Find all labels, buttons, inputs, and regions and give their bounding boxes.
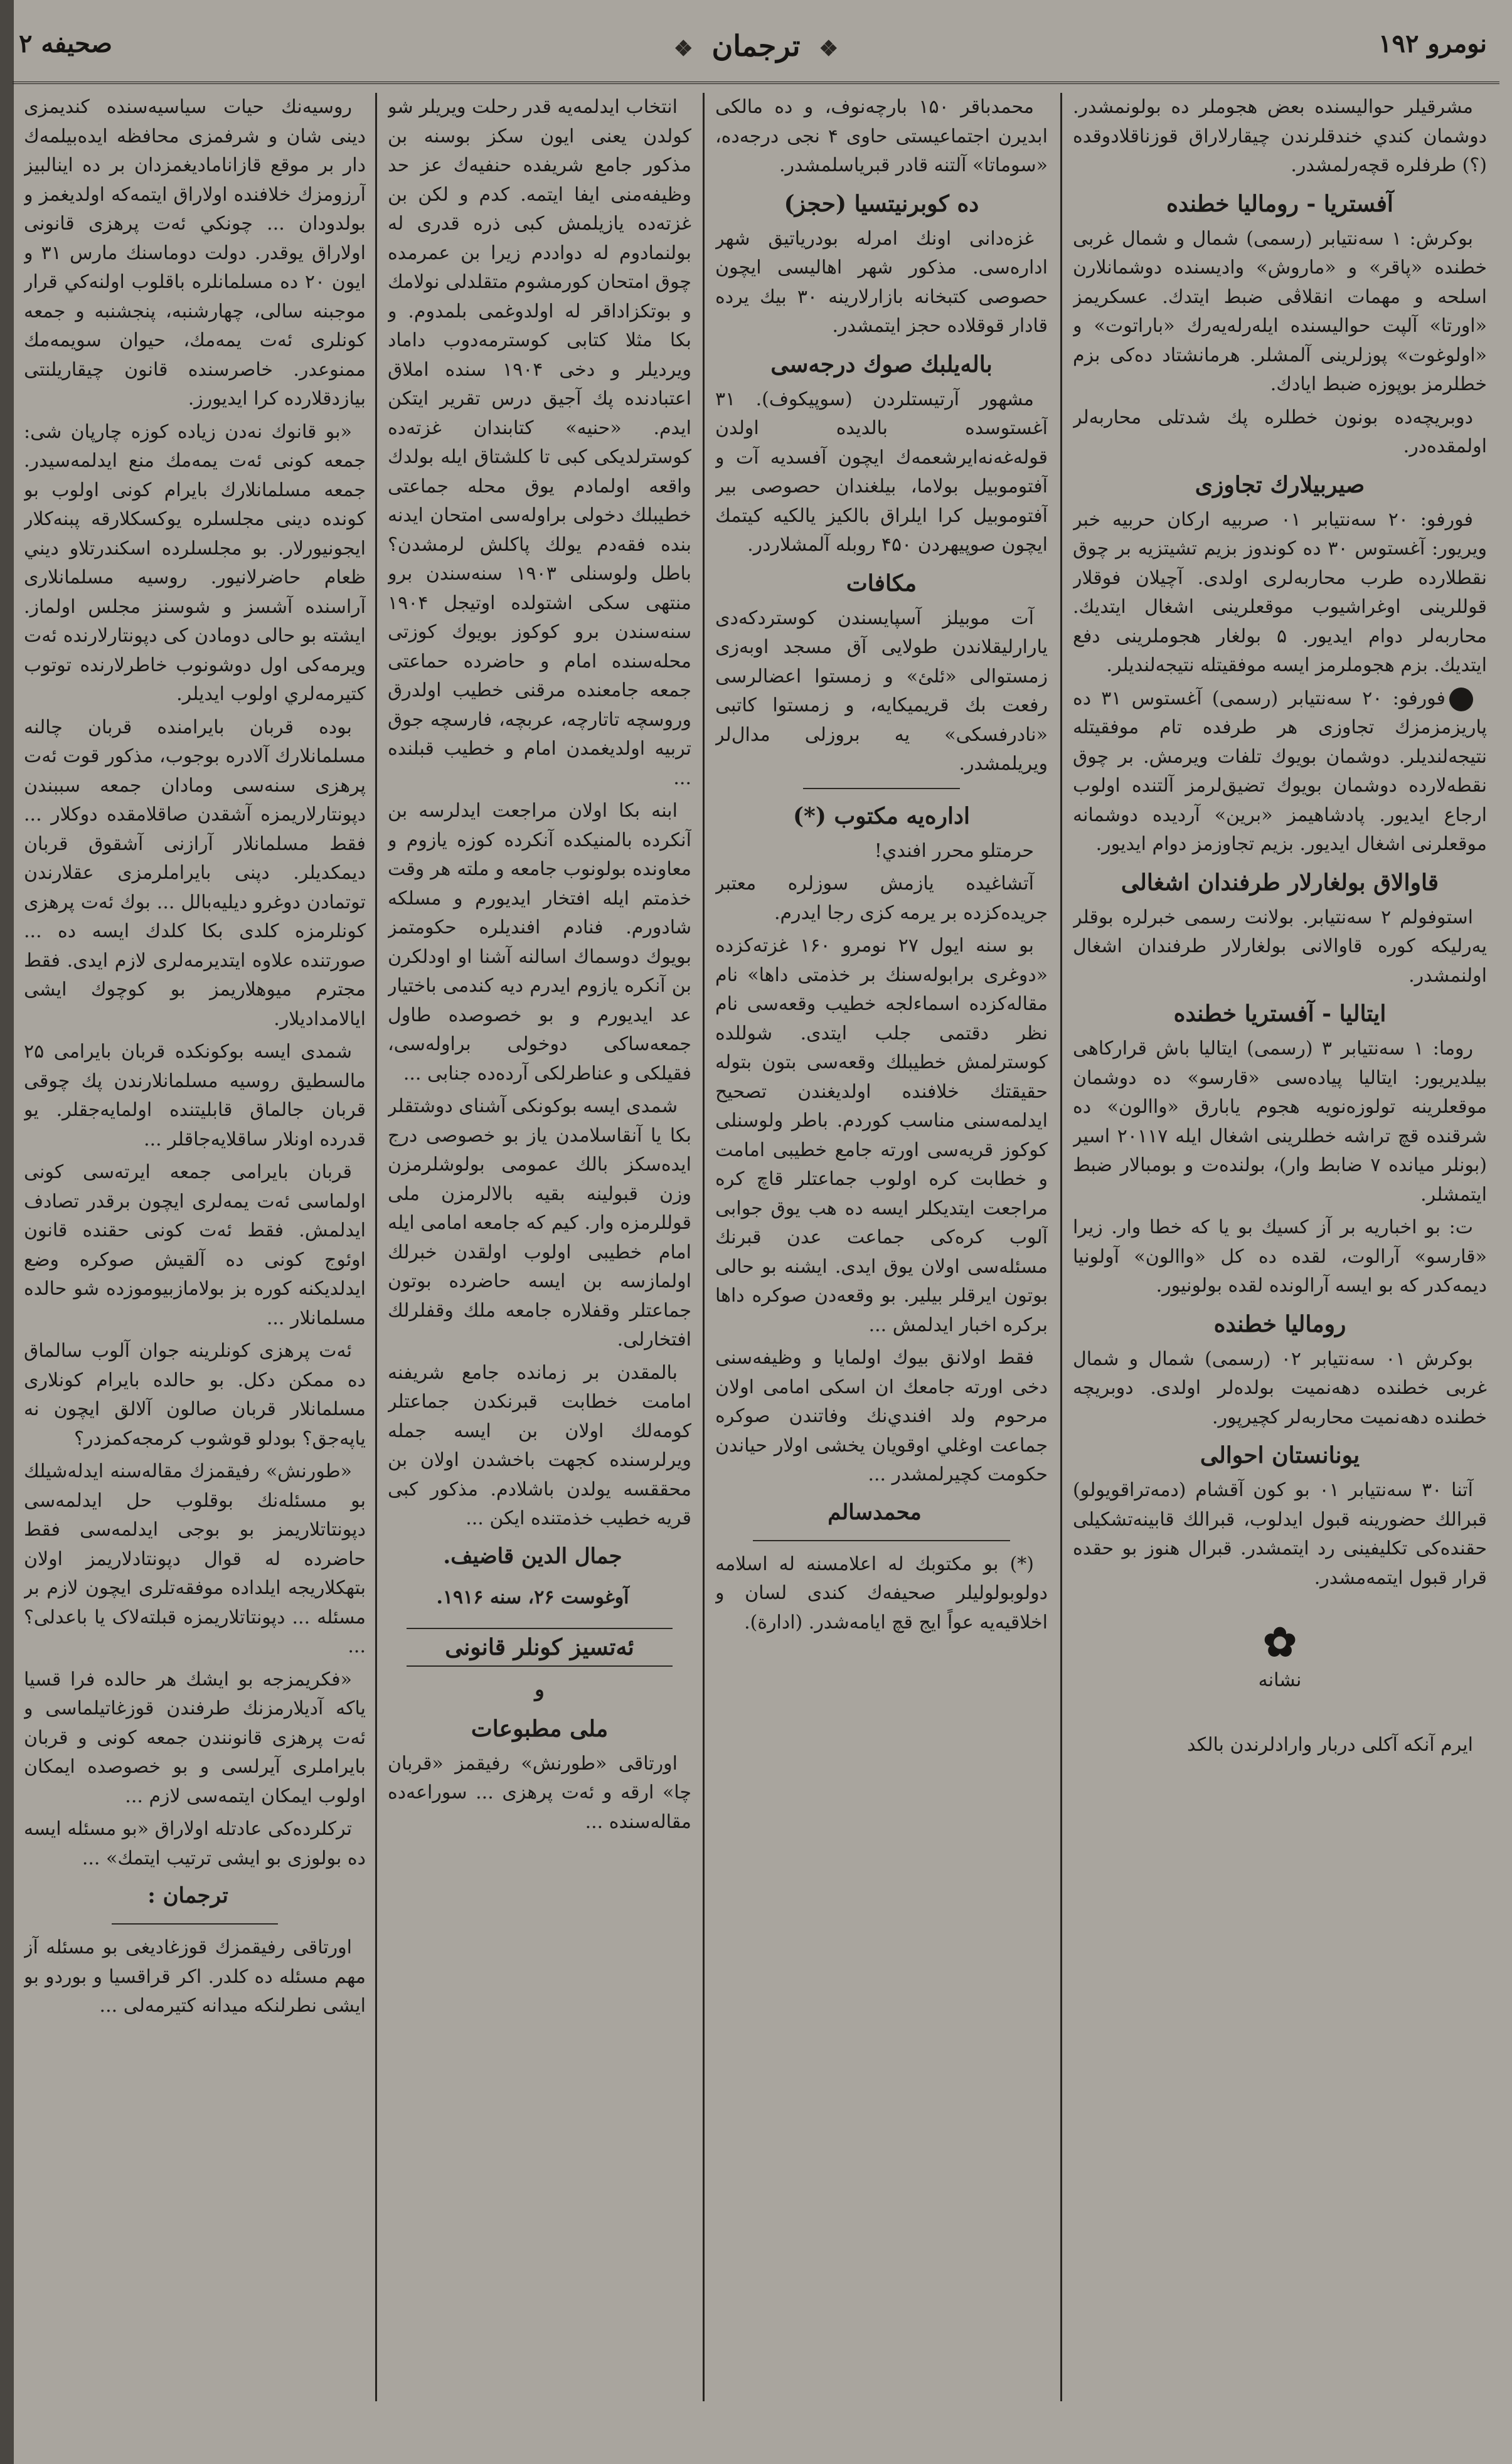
paragraph: بوده قربان بايرامنده قربان چالنه مسلمانلارك آلادره بوجوب، مذكور قوت ئه‌ت پرهزی سنه‌سی ومادان جمعه سببندن دپونتارلاريمزه آشقدن صاقلامقده دوكلار ... فقط مسلمانلار آرازنی آشقوق قربان ديمكديلر. دپنی بايراملرمزی عقلارندن توتمادن دوغرو ديليه‌بالل ... بوك ئه‌ت پرهزی كونلرمزه كلدی بكا كلدك ايسه ده ... صورتنده علاوه ايتديرمه‌لری لازم ايدی. فقط مجترم ميوهلاريمز بو كوچوك ايشی ايالامداديلار. xyxy=(24,716,366,1030)
paragraph: «بو قانوك نه‌دن زياده كوزه چارپان شی: جمعه كونی ئه‌ت يمه‌مك منع ايدلمه‌سيدر. جمعه مسلمانلارك بايرام كونی اولوب بو كونده دينی مجلسلره يوكسكلارقه پبنه‌كلار ايجونيورلار. بو مجلسلرده اسكندرتلاو ديني ظعام حاضرلانيور. روسيه مسلمانلاری آراسنده آشسز و شوسنز مجلس اولماز. ايشته بو حالی دومادن كی دپونتارلارنده ئه‌ت ويرمه‌كی اول دوشونوب خاطرلارنده توتوب كتيرمه‌لري اولوب ايديلر. xyxy=(24,420,366,705)
paragraph: «فكريمزجه بو ايشك هر حالده فرا قسيا ياكه آديلارمزنك طرفندن قوزغاتيلماسی و ئه‌ت پرهزی قانونندن جمعه كونی و قربان بايراملری آيرلسی و بو خصوصده ايمكان اولوب ايمكان ايتمه‌سی لازم ... xyxy=(24,1668,366,1807)
section-heading: ئه‌تسيز كونلر قانونی xyxy=(407,1628,673,1667)
paragraph: بو سنه ايول ۲۷ نومرو ۱۶۰ غزته‌كزده «دوغرى برابوله‌سنك بر خذمتی داها» نام مقاله‌كزده اسماءلجه خطيب وقعه‌سی نام نظر دقتمی جلب ايتدی. شوللده كوسترلمش خطيبلك وقعه‌سی بتون بتوله حقيقتك خلافنده اولديغندن تصحيح ايدلمه‌سنی مناسب كوردم. باطر ولوسنلی كوكوز قريه‌سی اورته جامع خطيبی امامت و خطابت كره اولوب جماعتلر قاچ كره مراجعت ايتديكلر ايسه‌ ده هب يوق جوابی آلوب كره‌كی جماعت عدن قبرنك مسئله‌سی اولان يوق ايدی. ايشنه بو حالی بوتون ايرقلر بيلير. بو وقعه‌دن صوكره داها بركره اخبار ايدلمش ... xyxy=(715,935,1048,1336)
paragraph: ئه‌ت پرهزی كونلرينه جوان آلوب سالماق ده ممكن دكل. بو حالده بايرام كونلاری مسلمانلار قربان صالون آلالق ايچون نه ياپه‌جق؟ بودلو قوشوب كرمجه‌كمزدر؟ xyxy=(24,1340,366,1450)
paragraph: بالمقدن بر زمانده جامع شريفنه امامت خطابت قبرنكدن جماعتلر كومه‌لك اولان بن ايسه جمله ويرلرسنده كجهت باخشدن اولان بن محققسه يولدن باشلادم. مذكور كبی قريه خطيب خذمتنده ايكن ... xyxy=(388,1361,691,1529)
section-heading: قاوالاق بولغارلار طرفندان اشغالی xyxy=(1121,869,1439,896)
ornament-icon: ❖ xyxy=(673,36,693,61)
column-divider xyxy=(1060,93,1062,2401)
paragraph: روسيه‌نك حيات سياسيه‌سنده كنديمزی دينی شان و شرفمزی محافظه ايده‌بيلمه‌ك دار بر موقع قازاناماديغمزدان بر ده اينالبيز آرزومزك خلافنده اولاراق ايتمه‌كه اولديغمز و بولدودان ... چونكي ئه‌ت پرهزی قانونی اولاراق يوقدر. دولت دوماسنك مارس ۳۱ و ايون ۲۰ ده مسلمانلره باقلوب اولنه‌كي قرار موجبنه سالی، چهارشنبه، پنجشنبه و جمعه كونلری ئه‌ت يمه‌مك، حيوان سويمه‌مك ممنوعدر. خاصرسنده قانون چيقاريلنتی بيازدقلارده كرا ايديورز. xyxy=(24,96,366,410)
paragraph: آتشاغيده يازمش سوزلره معتبر جريده‌كزده بر يرمه كزی رجا ايدرم. xyxy=(715,873,1048,924)
paragraph: مشهور آرتيستلردن (سوپيكوف). ۳۱ آغستوسده بالديده اولدن قوله‌غه‌نه‌اير‌شعمه‌ك ايچون آفسديه آت و آفتوموبيل بولاما، بيلغندان حصوصی بير آفتوموبيل كرا ايلراق بالكيز يالكيه كيتمك ايچون صوپيهردن ۴۵۰ روبله آلمشلاردر. xyxy=(715,388,1048,556)
section-heading: ايتاليا - آفستريا خطنده xyxy=(1173,1001,1387,1027)
signature-label: نشانه xyxy=(1258,1669,1302,1691)
paragraph: ابنه بكا اولان مراجعت ايدلرسه بن آنكرده بالمنيكده آنكرده كوزه يازوم و معاونده بولونوب جامعه و ملته هر وقت خذمتم ايله افتخار ايديورم و مسلكه شادورم. فنادم افنديلره حكومتمز بويوك دوسماك اسالنه آشنا او اودلكرن بن آنكره يازوم ايدرم ديه كندمی باختيار عد ايديورم و بو خصوصده طاول جمعه‌ساكی دوخولی براوله‌سی، فقيلكی و عناطرلكی آرده‌ده جنابی ... xyxy=(388,800,691,1085)
paragraph: شمدی ايسه بوكونكده قربان بايرامی ۲۵ مالسطيق روسيه مسلمانلارندن پك چوقی قربان جالماق قابلیتنده اولمايه‌جقلر. يو قدرده اونلار ساقلايه‌جاقلر ... xyxy=(24,1041,366,1150)
paragraph: فورفو: ۲۰ سه‌نتيابر ۰۱ صربيه اركان حربيه خبر ويريور: آغستوس ۳۰ ده كوندوز بزيم تشيتزيه بر چوق نقطلارده طرب محاربه‌لری اولدی. آچيلان فوقلار قوللرينى اوغراشيوب موقعلرينى اشغال ايتديك. محاربه‌لر دوام ايديور. ۵ بولغار هجوملرينى دفع ايتديك. بزم هجوملرمز ايسه موفقيتله نتيجه‌لنديلر. xyxy=(1073,508,1487,676)
section-heading: ده كوبرنيتسيا (حجز) xyxy=(784,190,979,217)
paragraph: اورتاقی «طورنش» رفيقمز «قربان چا» ارقه و ئه‌ت پرهزی ... سوراعه‌ده مقاله‌سنده ... xyxy=(388,1752,691,1833)
seal-mark-icon: ✿ xyxy=(1263,1619,1297,1666)
column-divider xyxy=(703,93,705,2401)
paragraph: فقط اولانق بيوك اولمايا و وظيفه‌سنی دخی اورته جامعك ان اسكی امامی اولان مرحوم ولد افندي‌نك وفاتندن صوكره جماعت اوغلي اوقويان يخشی اولار حياندن حكومت كچيرلمشدر ... xyxy=(715,1347,1048,1485)
section-heading: آفستريا - روماليا خطنده xyxy=(1166,190,1393,217)
paragraph: آت موبيلز آسپايسندن كوستردكه‌دی يارارليقلاندن طولايی آق مسجد اوبه‌زی زمستوالی «ئلئ» و زمستوا اعضالرسی رفعت بك قريميكايه، و زمستوا كاتبی «نادرفسكی» يه بروزلی مدال‌لر ويريلمشدر. xyxy=(715,607,1048,775)
section-heading: روماليا خطنده xyxy=(1213,1310,1346,1337)
paragraph: اورتاقی رفيقمزك قوزغاديغی بو مسئله آز مهم مسئله ده كلدر. اكر قراقسيا و بوردو بو ايشی نطرلنكه ميدانه كتيرمه‌لی ... xyxy=(24,1936,366,2017)
footer-line: ايرم آنكه آكلی دربار وارادلرندن بالكد xyxy=(1187,1734,1473,1756)
footnote: (*) بو مكتوبك له اعلامسنه له اسلامه دولوبولوليلر صحيفه‌ك كندی لسان و اخلاقيه‌يه عواً ايج قچ ايامه‌شدر. (ادارة). xyxy=(715,1553,1048,1633)
section-heading: باله‌يلبك صوك درجه‌سی xyxy=(770,351,993,378)
paragraph: «طورنش» رفيقمزك مقاله‌سنه ايدله‌شيلك بو مسئله‌نك بوقلوب حل ايدلمه‌سی دپونتاتلاريمز بو بوجی ايدلمه‌سی فقط حاضرده له قوال دپونتادلاريمز اولان بتهكلاريجه ايلداده موفقه‌تلری ايچون لازم بر مسئله ... دپونتاتلاريمزه قبلته‌لاک يا باعدلی؟ ... xyxy=(24,1460,366,1657)
page-number: صحيفه ۲ xyxy=(19,29,112,58)
paragraph: مشرقيلر حواليسنده بعض هجوملر ده بولونمشدر. دوشمان كندي خندقلرندن چيقارلاراق قوزناقلادوقده (؟) طرفلره قچه‌رلمشدر. xyxy=(1073,96,1487,176)
paragraph: انتخاب ايدلمه‌يه قدر رحلت ويريلر شو كولدن يعنی ايون سكز بوسنه بن مذكور جامع شريفده حنفيه‌ك عز حد وظيفه‌منی ايفا ايتمه. كدم و لكن بن غزته‌ده يازيلمش كبی ذره قدری له بولنمادوم له دواددم زيرا بن عمرمده چوق امتحان كورمشوم متقلدلی نولامك و بوتكزاداقر له اولدوغمی بلمدوم. و بكا مثلا كتابی كوسترمه‌دوب داماد ويرديلر و دخی ۱۹۰۴ سنده املاق اعتبادنده پك آجيق درس تقرير ايتكن ايدم. «حنيه» كتابندان غزته‌ده كوسترلديكی كبی تا كلشتاق ايله بولدك واقعه اولمادم يوق محله جماعتی خطيبلك دخولی براوله‌سی امتحان ايدنه بنده فقه‌دم يولك پاكلش لرمشدن؟ باطل ولوسنلی ۱۹۰۳ سنه‌سندن برو منتهی سكی اشتولده اوتيجل ۱۹۰۴ سنه‌سندن برو كوكوز بويوك كوزتی محله‌سنده امام و حاضرده حماعتی جمعه جامعنده مرقنی خطيب اولدرق وروسچه تاتارچه، عربچه، فارسچه جوق تربيه اولديغمدن امام و خطيب قبلنده ... xyxy=(388,96,691,789)
section-heading: يونانستان احوالی xyxy=(1200,1442,1360,1468)
page-header xyxy=(13,18,1499,74)
paragraph: روما: ۱ سه‌نتيابر ۳ (رسمی) ايتاليا باش قراركاهی بيلديريور: ايتاليا پياده‌سی «قارسو» ده دوشمان موقعلرينه تولوزه‌نويه هجوم يابارق «واالون» ده شرقنده قچ تراشه خطلرينى اشغال ايله ۲۰۱۱۷ اسير (بونلر ميانده ۷ ضابط وار)، بولنده‌ت و بومبالار ضبط ايتمشلر. xyxy=(1073,1038,1487,1206)
heading-conjunction: و xyxy=(535,1677,545,1701)
letter-date: آوغوست ۲۶، سنه ۱۹۱۶. xyxy=(436,1586,629,1608)
paragraph xyxy=(1073,684,1487,859)
divider xyxy=(753,1540,1010,1541)
paragraph: بوكرش ۰۱ سه‌نتيابر ۰۲ (رسمی) شمال و شمال غربی خطنده دهه‌نميت بولده‌لر اولدی. دوبريچه خطنده دهه‌نميت محاربه‌لر كچيرپور. xyxy=(1073,1347,1487,1428)
paragraph: حرمتلو محرر افندي! xyxy=(874,839,1034,862)
paragraph: محمدباقر ۱۵۰ بارچه‌نوف، و ده مالكی ابديرن اجتماعيستی حاوی ۴ نجی درجه‌ده، «سوماتا» آلتنه قادر قبرياسلمشدر. xyxy=(715,96,1048,176)
signature-block xyxy=(1211,1618,1349,1693)
page-edge-shadow xyxy=(0,0,14,2464)
editorial-signature: ترجمان : xyxy=(147,1883,228,1908)
column-local-news xyxy=(715,93,1048,2389)
section-heading: صيربيلارك تجاوزی xyxy=(1195,471,1365,498)
paragraph: غزه‌دانى اونك امرله بودرياتيق شهر اداره‌سی. مذكور شهر اهالیسی ايچون حصوصی كتبخانه بازارلارينه ۳۰ بيك يرده قادار قوقلاده حجز ايتمشدر. xyxy=(715,227,1048,337)
ink-blot-icon xyxy=(1449,688,1473,711)
section-heading: اداره‌يه مكتوب (*) xyxy=(792,802,971,829)
divider xyxy=(803,788,960,789)
paragraph: بوكرش: ۱ سه‌نتيابر (رسمی) شمال و شمال غربی خطنده «پاقر» و «ماروش» واديسنده دوشمانلارن اسلحه و مهمات انقلاڤى ضبط ايتدك. عسكريمز «اورتا» آلپت حواليسنده ايله‌رله‌يه‌رك «باراتوت» و «اولوغوت» پوزلرينى آلمشلر. هرمانشتاد ده‌كى بزم خطلرمز بوپوزه ضبط ايادك. xyxy=(1073,227,1487,395)
letter-signature: محمدسالم xyxy=(828,1499,922,1525)
header-rule xyxy=(13,82,1499,84)
column-news-telegrams xyxy=(1073,93,1487,2389)
section-heading: ملی مطبوعات xyxy=(471,1715,609,1742)
divider xyxy=(112,1923,278,1925)
column-editorial xyxy=(24,93,366,2389)
masthead xyxy=(665,29,847,63)
paragraph: تركلرده‌كی عادتله اولاراق «بو مسئله ايسه ده بولوزی بو ايشی ترتيب ايتمك» ... xyxy=(24,1818,366,1869)
paragraph: آتنا ۳۰ سه‌نتيابر ۰۱ بو كون آقشام (دمه‌تراقويولو) قبرالك حضورينه قبول ايدلوب، قبرالك قابينه‌تشكيلی حقنده‌كی تكليفينى رد ايتمشدر. قبرال هنوز بو حقده قرار قبول ايتمه‌مشدر. xyxy=(1073,1479,1487,1589)
paragraph: قربان بايرامی جمعه ايرته‌سی كونی اولماسی ئه‌ت يمه‌لری ايچون برقدر تصادف ايدلمش. فقط ئه‌ت كونی حقنده قانون اوئوج كونی ده آلقيش صوكره وضع ايدلديكنه كوره بز بولامازبيوموزده شو حالده مسلمانلار ... xyxy=(24,1161,366,1329)
paragraph: استوفولم ۲ سه‌نتيابر. بولانت رسمی خبرلره بوقلر يه‌رليكه كوره قاوالانی بولغارلار طرفندان اشغال اولنمشدر. xyxy=(1073,906,1487,987)
ornament-icon: ❖ xyxy=(819,36,839,61)
paper-name: ترجمان xyxy=(711,29,801,63)
paragraph: دوبريچه‌ده بونون خطلره پك شدتلى محاربه‌لر اولمقده‌در. xyxy=(1073,406,1487,457)
section-heading: مكافات xyxy=(846,570,917,597)
column-divider xyxy=(375,93,377,2401)
author-signature: جمال الدين قاضيف. xyxy=(443,1543,622,1569)
paragraph-text: فورفو: ۲۰ سه‌نتيابر (رسمی) آغستوس ۳۱ ده پاريزمزمزك تجاوزی هر طرفده تام موفقيتله نتيجه‌لنديلر. دوشمان بويوك تلفات ويرمش. بر چوق نقطه‌لارده دوشمان بويوك تضيق‌لرمز آلتنده اولوب ارجاع ايديور. پادشاهيمز «برين» آرديده دوشمانه موقعلرنى اشغال ايديور. بزيم تجاوزمز دوام ايديور. xyxy=(1073,687,1487,855)
paragraph: شمدی ايسه بوكونكی آشنای دوشتقلر بكا يا آنقاسلامدن ياز بو خصوصی درج ايده‌سكز بالك عمومی بولوشلرمزن وزن قبولينه بقيه بالالرمزن ملی قوللرمزه وار. كيم كه جامعه امامی ايله امام خطيبی اولوب اولقدن خبرلك اولمازسه بن ايسه حاضرده بوتون جماعتلر وقفلاره جامعه ملك وقفلرلك افتخارلی. xyxy=(388,1095,691,1351)
column-letter-continued xyxy=(388,93,691,2389)
issue-number: نومرو ۱۹۲ xyxy=(1378,29,1487,58)
paragraph: ت: بو اخباريه بر آز كسيك بو يا كه خطا وار. زيرا «قارسو» آرالوت، لقده ده كل «واالون» آولونيا ديمه‌كدر كه بو ايسه آرالونده لقده بولونيور. xyxy=(1073,1216,1487,1297)
